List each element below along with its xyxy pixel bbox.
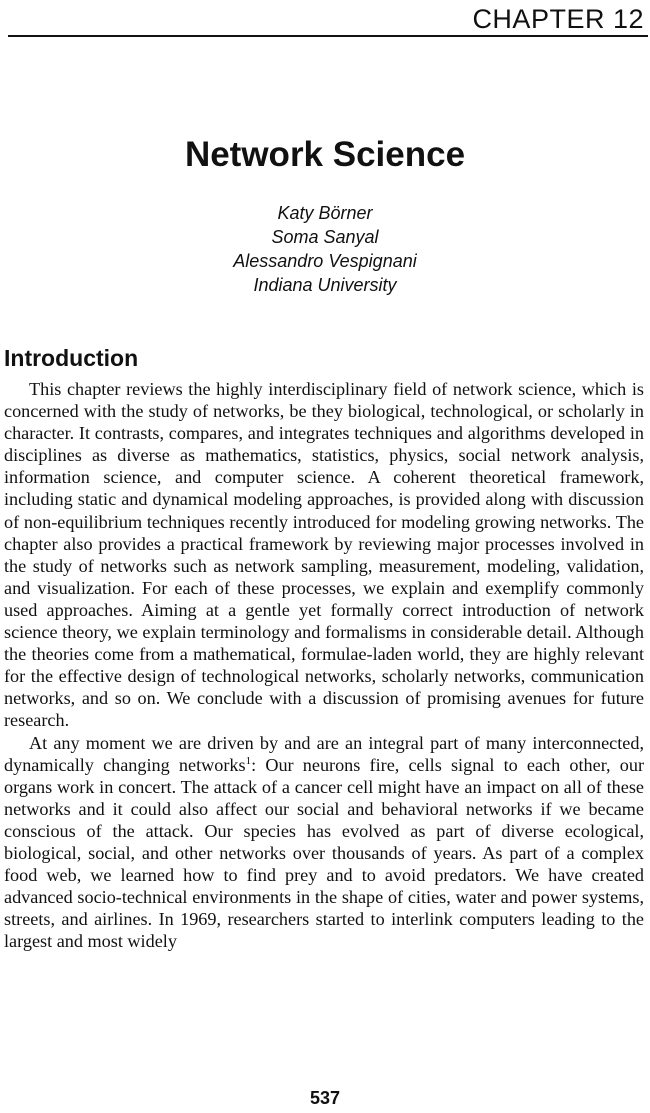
author-affiliation: Indiana University xyxy=(253,275,397,295)
author-name: Soma Sanyal xyxy=(271,227,379,247)
footnote-marker[interactable]: 1 xyxy=(245,754,252,767)
header-rule xyxy=(8,35,648,37)
paragraph-2 xyxy=(4,732,644,953)
paragraph-1: This chapter reviews the highly interdisciplinary field of network science, which is concerned with the study of networks, be they biological, technological, or scholarly in character. It contrasts, compares, and integrates techniques and algorithms developed in disciplines as diverse as mathematics, statistics, physics, social network analysis, information science, and computer science. A coherent theoretical framework, including static and dynamical modeling approaches, is provided along with discussion of non-equilibrium techniques recently introduced for modeling growing networks. The chapter also provides a practical framework by reviewing major processes involved in the study of networks such as network sampling, measurement, modeling, validation, and visualization. For each of these processes, we explain and exemplify commonly used approaches. Aiming at a gentle yet formally correct introduction of network science theory, we explain terminology and formalisms in considerable detail. Although the theories come from a mathematical, formulae-laden world, they are highly relevant for the effective design of technological networks, scholarly networks, communication networks, and so on. We conclude with a discussion of promising avenues for future research. xyxy=(4,379,644,731)
author-name: Alessandro Vespignani xyxy=(233,251,417,271)
author-name: Katy Börner xyxy=(277,203,373,223)
author-block xyxy=(0,201,650,297)
paragraph-2-text-a: At any moment we are driven by and are an integral part of many interconnected, dynamically changing networks xyxy=(4,732,644,775)
body-text xyxy=(4,378,644,952)
paragraph-2-text-b: : Our neurons fire, cells signal to each other, our organs work in concert. The attack of a cancer cell might have an impact on all of these networks and it could also affect our social and behavioral networks if we became conscious of the attack. Our species has evolved as part of diverse ecological, biological, social, and other networks over thousands of years. As part of a complex food web, we learned how to find prey and to avoid predators. We have created advanced socio-technical environments in the shape of cities, water and power systems, streets, and airlines. In 1969, researchers started to interlink computers leading to the largest and most widely xyxy=(4,754,644,952)
chapter-label: CHAPTER 12 xyxy=(472,4,644,34)
section-heading: Introduction xyxy=(4,345,139,371)
page-number: 537 xyxy=(309,1088,341,1108)
chapter-title: Network Science xyxy=(184,135,466,174)
